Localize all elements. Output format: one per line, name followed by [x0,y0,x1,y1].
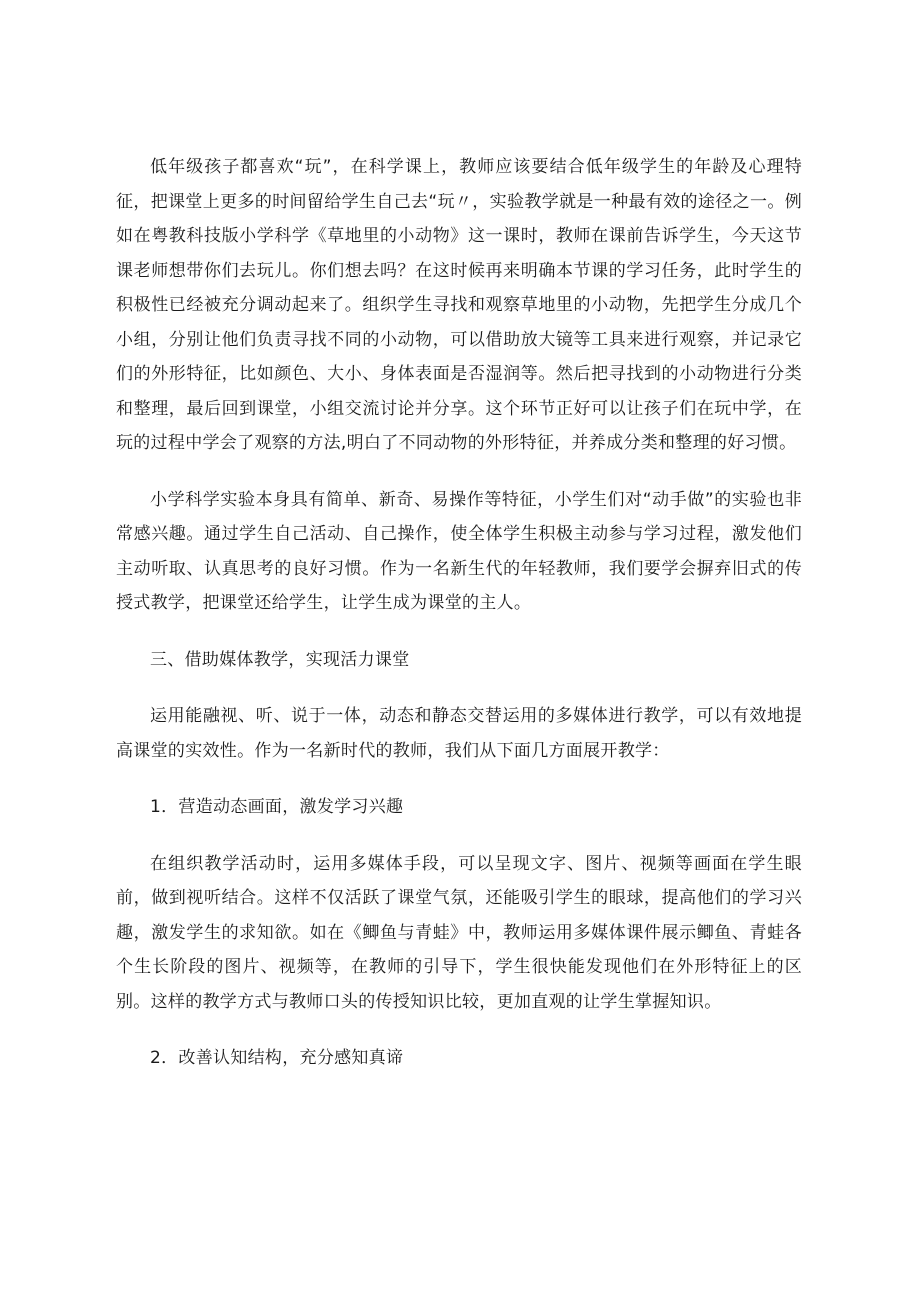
paragraph-play-experiment: 低年级孩子都喜欢“玩”，在科学课上，教师应该要结合低年级学生的年龄及心理特征，把课堂上更多的时间留给学生自己去“玩〃，实验教学就是一种最有效的途径之一。例如在粤教科技版小学科学《草地里的小动物》这一课时，教师在课前告诉学生，今天这节课老师想带你们去玩儿。你们想去吗？在这时候再来明确本节课的学习任务，此时学生的积极性已经被充分调动起来了。组织学生寻找和观察草地里的小动物，先把学生分成几个小组，分别让他们负责寻找不同的小动物，可以借助放大镜等工具来进行观察，并记录它们的外形特征，比如颜色、大小、身体表面是否湿润等。然后把寻找到的小动物进行分类和整理，最后回到课堂，小组交流讨论并分享。这个环节正好可以让孩子们在玩中学，在玩的过程中学会了观察的方法,明白了不同动物的外形特征，并养成分类和整理的好习惯。 [116,157,802,453]
document-body [116,150,802,1098]
subheading-dynamic-visuals: 1．营造动态画面，激发学习兴趣 [150,797,404,817]
paragraph-hands-on: 小学科学实验本身具有简单、新奇、易操作等特征，小学生们对“动手做”的实验也非常感兴趣。通过学生自己活动、自己操作，使全体学生积极主动参与学习过程，激发他们主动听取、认真思考的良好习惯。作为一名新生代的年轻教师，我们要学会摒弃旧式的传授式教学，把课堂还给学生，让学生成为课堂的主人。 [116,489,802,613]
section-heading-media-teaching: 三、借助媒体教学，实现活力课堂 [150,649,410,670]
subheading-cognitive-structure: 2．改善认知结构，充分感知真谛 [150,1048,404,1068]
paragraph-dynamic-visuals: 在组织教学活动时，运用多媒体手段，可以呈现文字、图片、视频等画面在学生眼前，做到视听结合。这样不仅活跃了课堂气氛，还能吸引学生的眼球，提高他们的学习兴趣，激发学生的求知欲。如在《鲫鱼与青蛙》中，教师运用多媒体课件展示鲫鱼、青蛙各个生长阶段的图片、视频等，在教师的引导下，学生很快能发现他们在外形特征上的区别。这样的教学方式与教师口头的传授知识比较，更加直观的让学生掌握知识。 [116,853,802,1012]
paragraph-multimedia-intro: 运用能融视、听、说于一体，动态和静态交替运用的多媒体进行教学，可以有效地提高课堂的实效性。作为一名新时代的教师，我们从下面几方面展开教学： [116,706,802,761]
